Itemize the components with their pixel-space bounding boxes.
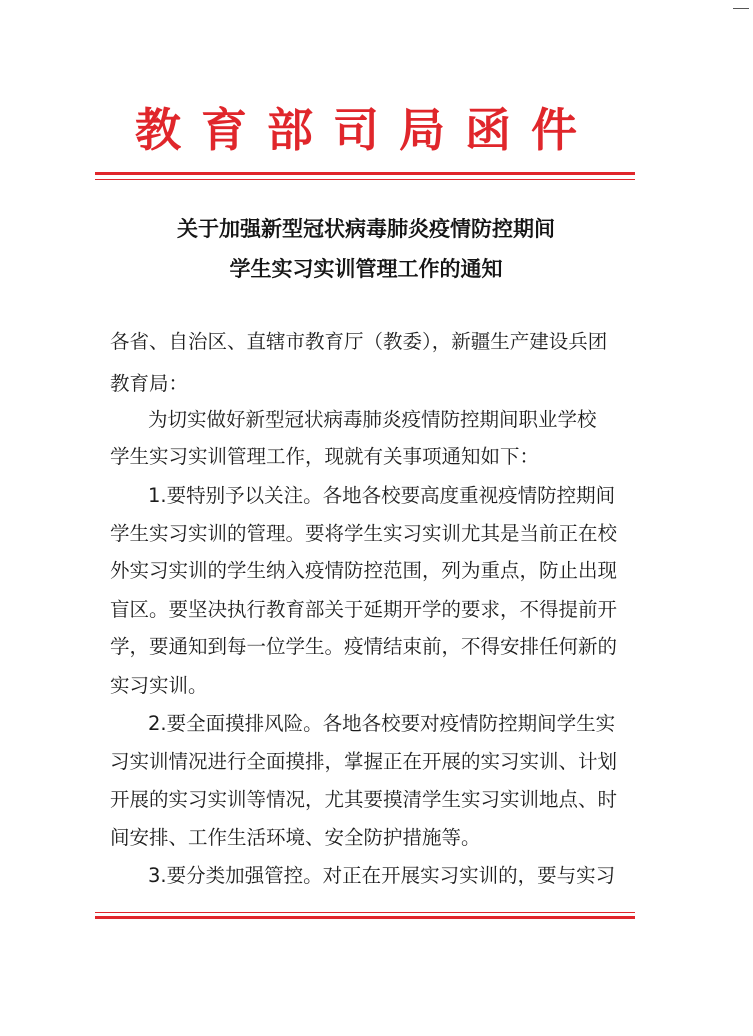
corner-scan-mark — [733, 8, 749, 9]
body-line: 学，要通知到每一位学生。疫情结束前，不得安排任何新的 — [110, 635, 618, 658]
body-line: 外实习实训的学生纳入疫情防控范围，列为重点，防止出现 — [110, 559, 618, 582]
masthead-rule-thin — [95, 179, 635, 180]
body-line-item-2: 2.要全面摸排风险。各地各校要对疫情防控期间学生实 — [148, 712, 616, 735]
masthead-title: 教育部司局函件 — [135, 103, 597, 157]
body-line: 间安排、工作生活环境、安全防护措施等。 — [110, 826, 481, 849]
footer-rule-thick — [95, 916, 635, 919]
body-line: 学生实习实训管理工作，现就有关事项通知如下： — [110, 445, 540, 468]
body-line: 盲区。要坚决执行教育部关于延期开学的要求，不得提前开 — [110, 598, 618, 621]
document-title-line-1: 关于加强新型冠状病毒肺炎疫情防控期间 — [177, 216, 555, 241]
footer-rule-thin — [95, 912, 635, 913]
body-line: 学生实习实训的管理。要将学生实习实训尤其是当前正在校 — [110, 522, 618, 545]
body-line-item-3: 3.要分类加强管控。对正在开展实习实训的，要与实习 — [148, 864, 616, 887]
body-line: 实习实训。 — [110, 674, 208, 697]
body-line: 习实训情况进行全面摸排，掌握正在开展的实习实训、计划 — [110, 750, 618, 773]
masthead-rule-thick — [95, 172, 635, 175]
body-line-paragraph-start: 为切实做好新型冠状病毒肺炎疫情防控期间职业学校 — [148, 408, 597, 431]
body-line-addressee: 各省、自治区、直辖市教育厅（教委），新疆生产建设兵团 — [110, 330, 608, 353]
body-line: 开展的实习实训等情况，尤其要摸清学生实习实训地点、时 — [110, 788, 618, 811]
document-title-line-2: 学生实习实训管理工作的通知 — [229, 256, 503, 281]
body-line-item-1: 1.要特别予以关注。各地各校要高度重视疫情防控期间 — [148, 484, 616, 507]
body-line: 教育局： — [110, 372, 189, 395]
